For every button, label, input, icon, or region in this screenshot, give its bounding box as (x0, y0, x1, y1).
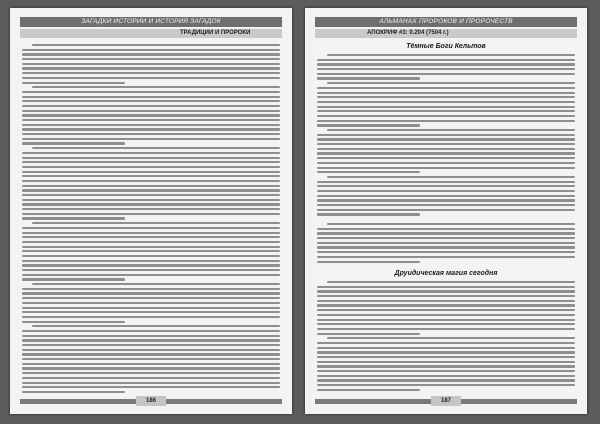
text-line (317, 304, 575, 306)
text-line (317, 167, 575, 169)
text-line (22, 203, 280, 205)
text-line (22, 339, 280, 341)
article-title: Тёмные Боги Кельтов (406, 43, 486, 50)
text-line (317, 242, 575, 244)
text-line (22, 194, 280, 196)
text-line (317, 209, 575, 211)
text-line (317, 384, 575, 386)
subheading: Друидическая магия сегодня (394, 270, 498, 277)
text-line (22, 133, 280, 135)
text-line (32, 86, 280, 88)
text-line (317, 96, 575, 98)
text-line (22, 382, 280, 384)
text-line (22, 157, 280, 159)
text-line (317, 342, 575, 344)
text-line (22, 82, 125, 84)
text-line (327, 281, 575, 283)
text-line (22, 91, 280, 93)
text-line (317, 190, 575, 192)
text-line (317, 204, 575, 206)
text-line (22, 171, 280, 173)
text-line (22, 316, 280, 318)
text-line (32, 44, 280, 46)
page-footer (305, 396, 587, 406)
body-text (317, 281, 575, 396)
text-line (22, 217, 125, 219)
text-line (317, 181, 575, 183)
text-line (22, 128, 280, 130)
text-line (22, 49, 280, 51)
text-line (317, 171, 420, 173)
text-line (22, 269, 280, 271)
text-line (22, 72, 280, 74)
text-line (317, 261, 420, 263)
text-line (22, 274, 280, 276)
text-line (22, 386, 280, 388)
text-line (317, 59, 575, 61)
text-line (327, 223, 575, 225)
text-line (22, 278, 125, 280)
text-line (317, 237, 575, 239)
text-line (317, 106, 575, 108)
text-line (22, 152, 280, 154)
text-line (317, 110, 575, 112)
text-line (317, 370, 575, 372)
header-band: АЛЬМАНАХ ПРОРОКОВ И ПРОРОЧЕСТВ (315, 17, 577, 27)
text-line (317, 286, 575, 288)
text-line (22, 213, 280, 215)
text-line (317, 323, 575, 325)
text-line (317, 351, 575, 353)
text-line (317, 333, 420, 335)
text-line (22, 161, 280, 163)
text-line (317, 328, 575, 330)
text-line (317, 152, 575, 154)
text-line (317, 143, 575, 145)
text-line (317, 356, 575, 358)
text-line (317, 199, 575, 201)
text-line (32, 325, 280, 327)
text-line (22, 142, 125, 144)
text-line (22, 114, 280, 116)
text-line (317, 379, 575, 381)
text-line (317, 375, 575, 377)
text-line (317, 300, 575, 302)
text-line (317, 361, 575, 363)
issue-line: АПОКРИФ #3: 0.204 (7504 г.) (315, 29, 577, 38)
text-line (317, 120, 575, 122)
text-line (317, 92, 575, 94)
text-line (317, 115, 575, 117)
text-line (22, 208, 280, 210)
text-line (22, 77, 280, 79)
text-line (317, 162, 575, 164)
text-line (327, 129, 575, 131)
text-line (317, 295, 575, 297)
text-line (317, 232, 575, 234)
text-line (327, 176, 575, 178)
text-line (317, 101, 575, 103)
section-title: ТРАДИЦИИ И ПРОРОКИ (20, 29, 282, 38)
text-line (22, 321, 125, 323)
text-line (22, 124, 280, 126)
header-band: ЗАГАДКИ ИСТОРИИ И ИСТОРИЯ ЗАГАДОК (20, 17, 282, 27)
text-line (22, 250, 280, 252)
body-text (22, 44, 280, 399)
text-line (317, 256, 575, 258)
text-line (22, 166, 280, 168)
text-line (317, 228, 575, 230)
text-line (22, 189, 280, 191)
text-line (22, 391, 125, 393)
text-line (22, 96, 280, 98)
text-line (317, 157, 575, 159)
text-line (22, 67, 280, 69)
text-line (22, 105, 280, 107)
text-line (22, 199, 280, 201)
text-line (317, 73, 575, 75)
text-line (317, 347, 575, 349)
text-line (317, 138, 575, 140)
text-line (22, 138, 280, 140)
text-line (22, 119, 280, 121)
text-line (317, 213, 420, 215)
text-line (22, 236, 280, 238)
text-line (317, 365, 575, 367)
text-line (22, 180, 280, 182)
right-page (305, 8, 587, 414)
text-line (317, 195, 575, 197)
text-line (22, 53, 280, 55)
text-line (22, 367, 280, 369)
text-line (22, 363, 280, 365)
text-line (22, 227, 280, 229)
text-line (22, 302, 280, 304)
text-line (22, 185, 280, 187)
text-line (317, 290, 575, 292)
text-line (317, 148, 575, 150)
text-line (317, 77, 420, 79)
text-line (22, 63, 280, 65)
text-line (317, 309, 575, 311)
text-line (22, 232, 280, 234)
text-line (22, 288, 280, 290)
text-line (22, 241, 280, 243)
text-line (317, 63, 575, 65)
page-number: 186 (136, 396, 166, 406)
text-line (317, 319, 575, 321)
text-line (22, 110, 280, 112)
text-line (22, 377, 280, 379)
text-line (22, 246, 280, 248)
text-line (327, 54, 575, 56)
text-line (317, 246, 575, 248)
text-line (32, 147, 280, 149)
text-line (317, 251, 575, 253)
text-line (22, 335, 280, 337)
text-line (317, 124, 420, 126)
text-line (317, 389, 420, 391)
text-line (22, 358, 280, 360)
text-line (317, 68, 575, 70)
text-line (317, 185, 575, 187)
text-line (22, 264, 280, 266)
text-line (327, 337, 575, 339)
text-line (22, 100, 280, 102)
page-number: 187 (431, 396, 461, 406)
text-line (22, 349, 280, 351)
text-line (32, 222, 280, 224)
text-line (317, 134, 575, 136)
text-line (22, 292, 280, 294)
text-line (22, 307, 280, 309)
text-line (22, 372, 280, 374)
text-line (317, 314, 575, 316)
text-line (317, 87, 575, 89)
text-line (22, 175, 280, 177)
page-footer (10, 396, 292, 406)
text-line (22, 58, 280, 60)
left-page (10, 8, 292, 414)
text-line (22, 344, 280, 346)
body-text (317, 54, 575, 220)
text-line (22, 353, 280, 355)
text-line (22, 297, 280, 299)
text-line (327, 82, 575, 84)
body-text (317, 223, 575, 265)
text-line (22, 255, 280, 257)
text-line (22, 330, 280, 332)
text-line (22, 311, 280, 313)
text-line (22, 260, 280, 262)
text-line (32, 283, 280, 285)
